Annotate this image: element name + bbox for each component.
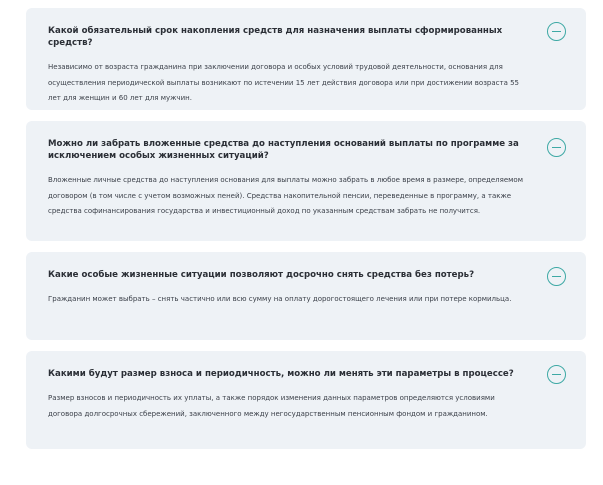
faq-question[interactable]: Какой обязательный срок накопления средств для назначения выплаты сформированных средств? bbox=[48, 26, 503, 48]
faq-item bbox=[26, 8, 586, 110]
faq-answer: Размер взносов и периодичность их уплаты, а также порядок изменения данных параметров определяются условиями договора долгосрочных сбережений, заключенного между негосударственным пенсионным фондом и гражданином. bbox=[48, 394, 495, 418]
faq-list bbox=[26, 8, 586, 449]
faq-answer: Независимо от возраста гражданина при заключении договора и особых условий трудовой деятельности, основания для осуществления периодической выплаты возникают по истечении 15 лет действия договора или при достижении возраста 55 лет для женщин и 60 лет для мужчин. bbox=[48, 63, 520, 102]
minus-circle-icon[interactable] bbox=[547, 365, 566, 384]
minus-circle-icon[interactable] bbox=[547, 22, 566, 41]
faq-item bbox=[26, 121, 586, 241]
faq-question[interactable]: Можно ли забрать вложенные средства до наступления оснований выплаты по программе за исключением особых жизненных ситуаций? bbox=[48, 139, 519, 161]
minus-circle-icon[interactable] bbox=[547, 138, 566, 157]
faq-answer: Вложенные личные средства до наступления основания для выплаты можно забрать в любое время в размере, определяемом договором (в том числе с учетом возможных пеней). Средства накопительной пенсии, переведенные в программу, а также средства софинансирования государства и инвестиционный доход по указанным средствам забрать не получится. bbox=[48, 176, 523, 215]
faq-item bbox=[26, 252, 586, 340]
faq-answer: Гражданин может выбрать – снять частично или всю сумму на оплату дорогостоящего лечения или при потере кормильца. bbox=[48, 295, 512, 303]
faq-question[interactable]: Какие особые жизненные ситуации позволяют досрочно снять средства без потерь? bbox=[48, 270, 475, 280]
faq-question[interactable]: Какими будут размер взноса и периодичность, можно ли менять эти параметры в процессе? bbox=[48, 369, 514, 379]
minus-circle-icon[interactable] bbox=[547, 267, 566, 286]
faq-item bbox=[26, 351, 586, 449]
